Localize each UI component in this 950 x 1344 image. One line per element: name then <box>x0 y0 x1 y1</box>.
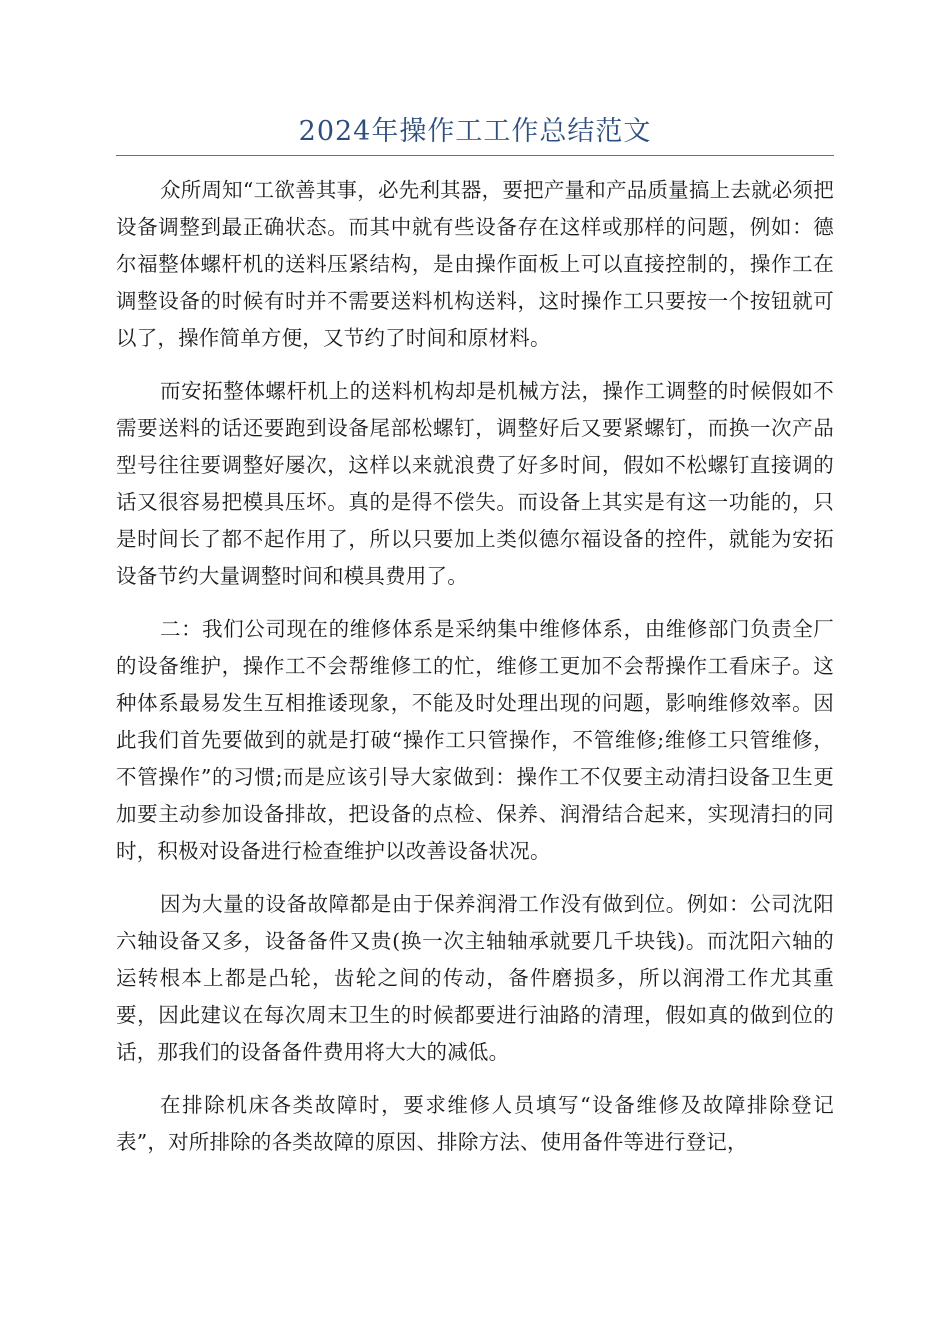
paragraph: 在排除机床各类故障时，要求维修人员填写“设备维修及故障排除登记表”，对所排除的各类故障的原因、排除方法、使用备件等进行登记， <box>116 1093 834 1154</box>
document-body <box>116 172 834 1177</box>
document-title: 2024年操作工工作总结范文 <box>298 116 652 147</box>
paragraph: 二：我们公司现在的维修体系是采纳集中维修体系，由维修部门负责全厂的设备维护，操作工不会帮维修工的忙，维修工更加不会帮操作工看床子。这种体系最易发生互相推诿现象，不能及时处理出现的问题，影响维修效率。因此我们首先要做到的就是打破“操作工只管操作，不管维修;维修工只管维修，不管操作”的习惯;而是应该引导大家做到：操作工不仅要主动清扫设备卫生更加要主动参加设备排故，把设备的点检、保养、润滑结合起来，实现清扫的同时，积极对设备进行检查维护以改善设备状况。 <box>116 617 834 863</box>
paragraph: 众所周知“工欲善其事，必先利其器，要把产量和产品质量搞上去就必须把设备调整到最正确状态。而其中就有些设备存在这样或那样的问题，例如：德尔福整体螺杆机的送料压紧结构，是由操作面板上可以直接控制的，操作工在调整设备的时候有时并不需要送料机构送料，这时操作工只要按一个按钮就可以了，操作简单方便，又节约了时间和原材料。 <box>116 178 834 350</box>
paragraph: 而安拓整体螺杆机上的送料机构却是机械方法，操作工调整的时候假如不需要送料的话还要跑到设备尾部松螺钉，调整好后又要紧螺钉，而换一次产品型号往往要调整好屡次，这样以来就浪费了好多时间，假如不松螺钉直接调的话又很容易把模具压坏。真的是得不偿失。而设备上其实是有这一功能的，只是时间长了都不起作用了，所以只要加上类似德尔福设备的控件，就能为安拓设备节约大量调整时间和模具费用了。 <box>116 379 834 588</box>
title-underline <box>116 155 834 156</box>
paragraph: 因为大量的设备故障都是由于保养润滑工作没有做到位。例如：公司沈阳六轴设备又多，设备备件又贵(换一次主轴轴承就要几千块钱)。而沈阳六轴的运转根本上都是凸轮，齿轮之间的传动，备件磨损多，所以润滑工作尤其重要，因此建议在每次周末卫生的时候都要进行油路的清理，假如真的做到位的话，那我们的设备备件费用将大大的减低。 <box>116 892 834 1064</box>
